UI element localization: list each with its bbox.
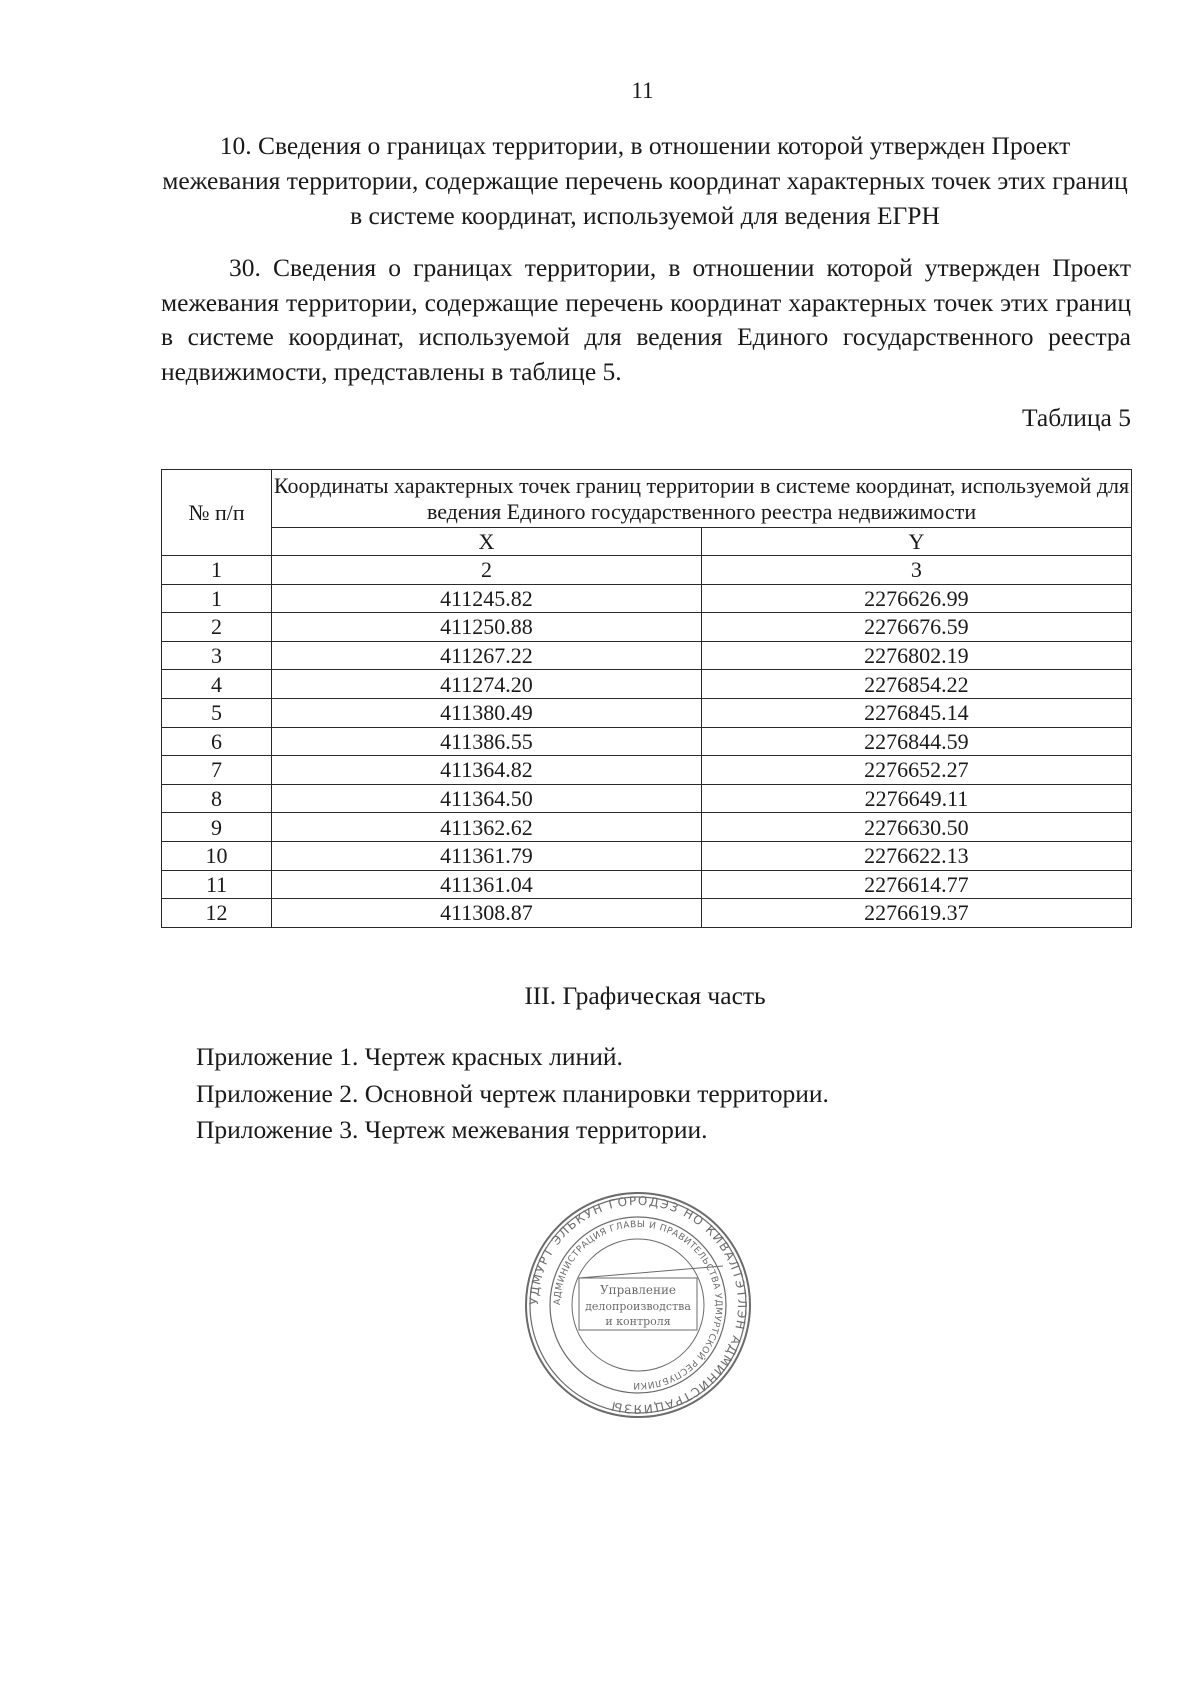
x-coordinate-cell: 411361.04: [272, 870, 702, 899]
seal-outer-text: УДМУРТ ЭЛЬКУН ГОРОДЭЗ НО КИВАЛТЭТЛЭН АДМИНИСТРАЦИЯЗЫ: [526, 1193, 750, 1417]
x-coordinate-cell: 411274.20: [272, 670, 702, 699]
column-number-cell: 3: [701, 556, 1131, 585]
graphic-part-heading: III. Графическая часть: [524, 981, 766, 1010]
table-row: [162, 727, 1132, 756]
row-number-cell: 3: [162, 641, 272, 670]
header-coordinates: Координаты характерных точек границ территории в системе координат, используемой для ведения Единого государственного реестра недвижимости: [272, 470, 1132, 528]
section-heading: 10. Сведения о границах территории, в отношении которой утвержден Проект межевания территории, содержащие перечень координат характерных точек этих границ в системе координат, используемой для ведения ЕГРН: [162, 131, 1128, 230]
x-coordinate-cell: 411380.49: [272, 698, 702, 727]
row-number-cell: 2: [162, 613, 272, 642]
y-coordinate-cell: 2276844.59: [701, 727, 1131, 756]
x-coordinate-cell: 411267.22: [272, 641, 702, 670]
y-coordinate-cell: 2276614.77: [701, 870, 1131, 899]
table-row: [162, 613, 1132, 642]
x-coordinate-cell: 411386.55: [272, 727, 702, 756]
header-y: Y: [701, 528, 1131, 556]
table-caption: Таблица 5: [1021, 403, 1131, 432]
table-row: [162, 670, 1132, 699]
y-coordinate-cell: 2276652.27: [701, 756, 1131, 785]
table-row: [162, 784, 1132, 813]
y-coordinate-cell: 2276622.13: [701, 841, 1131, 870]
x-coordinate-cell: 411308.87: [272, 899, 702, 928]
appendix-item: Приложение 1. Чертеж красных линий.: [196, 1042, 623, 1071]
y-coordinate-cell: 2276630.50: [701, 813, 1131, 842]
y-coordinate-cell: 2276649.11: [701, 784, 1131, 813]
official-seal: [523, 1190, 753, 1420]
y-coordinate-cell: 2276802.19: [701, 641, 1131, 670]
row-number-cell: 4: [162, 670, 272, 699]
y-coordinate-cell: 2276676.59: [701, 613, 1131, 642]
seal-center-line: делопроизводства: [585, 1300, 691, 1313]
table-row: [162, 899, 1132, 928]
page-number: 11: [631, 78, 654, 103]
table-row: [162, 841, 1132, 870]
row-number-cell: 9: [162, 813, 272, 842]
seal-center-line: и контроля: [605, 1315, 671, 1328]
row-number-cell: 5: [162, 698, 272, 727]
appendix-item: Приложение 3. Чертеж межевания территории.: [196, 1115, 708, 1144]
y-coordinate-cell: 2276845.14: [701, 698, 1131, 727]
table-row: [162, 641, 1132, 670]
y-coordinate-cell: 2276626.99: [701, 584, 1131, 613]
paragraph-30: 30. Сведения о границах территории, в отношении которой утвержден Проект межевания территории, содержащие перечень координат характерных точек этих границ в системе координат, используемой для ведения Единого государственного реестра недвижимости, представлены в таблице 5.: [161, 253, 1131, 386]
column-number-cell: 2: [272, 556, 702, 585]
row-number-cell: 6: [162, 727, 272, 756]
x-coordinate-cell: 411361.79: [272, 841, 702, 870]
table-row: [162, 584, 1132, 613]
row-number-cell: 11: [162, 870, 272, 899]
seal-inner-text: АДМИНИСТРАЦИЯ ГЛАВЫ И ПРАВИТЕЛЬСТВА УДМУРТСКОЙ РЕСПУБЛИКИ: [552, 1219, 724, 1391]
column-number-cell: 1: [162, 556, 272, 585]
x-coordinate-cell: 411250.88: [272, 613, 702, 642]
table-row: [162, 698, 1132, 727]
y-coordinate-cell: 2276854.22: [701, 670, 1131, 699]
row-number-cell: 1: [162, 584, 272, 613]
x-coordinate-cell: 411362.62: [272, 813, 702, 842]
row-number-cell: 8: [162, 784, 272, 813]
row-number-cell: 10: [162, 841, 272, 870]
row-number-cell: 7: [162, 756, 272, 785]
x-coordinate-cell: 411364.50: [272, 784, 702, 813]
x-coordinate-cell: 411364.82: [272, 756, 702, 785]
table-row: [162, 756, 1132, 785]
appendix-list: [196, 1039, 829, 1149]
appendix-item: Приложение 2. Основной чертеж планировки территории.: [196, 1078, 829, 1108]
row-number-cell: 12: [162, 899, 272, 928]
coordinates-table: [161, 469, 1132, 928]
y-coordinate-cell: 2276619.37: [701, 899, 1131, 928]
header-x: X: [272, 528, 702, 556]
table-row: [162, 813, 1132, 842]
column-number-row: [162, 556, 1132, 585]
x-coordinate-cell: 411245.82: [272, 584, 702, 613]
header-number: № п/п: [162, 470, 272, 556]
seal-center-line: Управление: [599, 1283, 677, 1297]
table-row: [162, 870, 1132, 899]
